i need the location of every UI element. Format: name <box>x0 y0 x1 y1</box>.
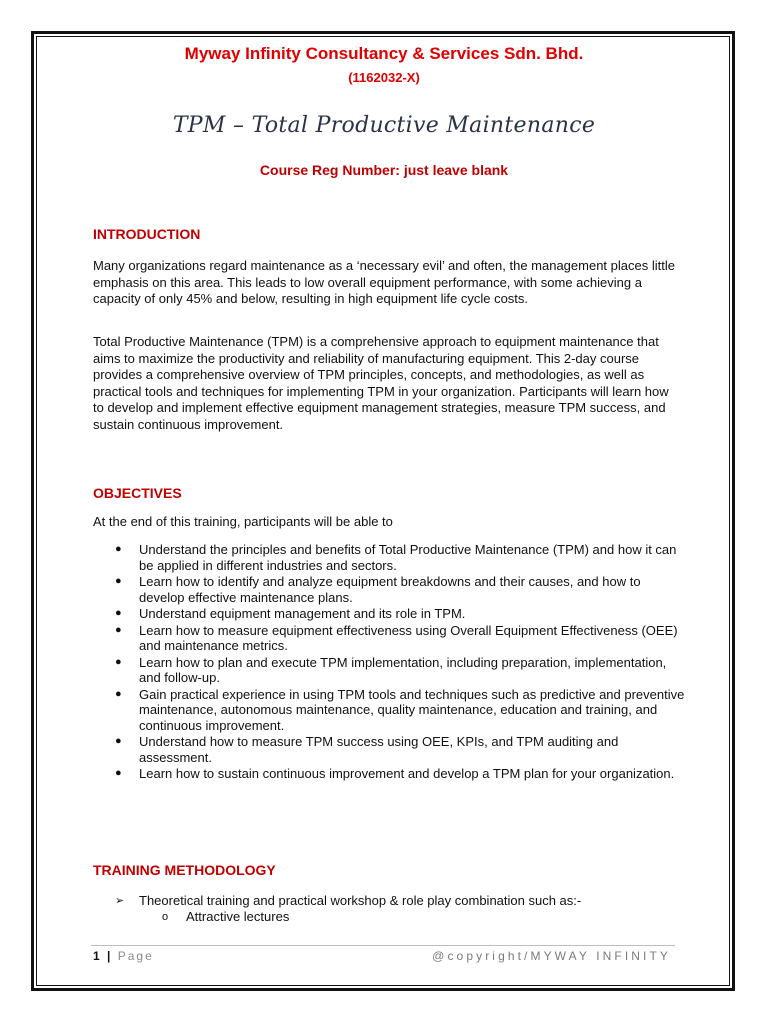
circle-bullet-icon: o <box>162 911 169 923</box>
methodology-sub-list <box>162 909 662 925</box>
list-item <box>115 623 685 654</box>
bullet-dot-icon: ● <box>115 607 122 619</box>
page-label: Page <box>117 949 154 963</box>
objectives-list <box>115 542 685 783</box>
introduction-heading: INTRODUCTION <box>93 226 201 242</box>
list-item <box>115 766 685 782</box>
list-item <box>115 574 685 605</box>
list-item <box>115 542 685 573</box>
page-border-inner <box>36 36 730 986</box>
introduction-paragraph-1: Many organizations regard maintenance as a ‘necessary evil’ and often, the management places little emphasis on this area. This leads to low overall equipment performance, with some achieving a capacity of only 45% and below, resulting in high equipment life cycle costs. <box>93 258 675 306</box>
bullet-dot-icon: ● <box>115 575 122 587</box>
list-item <box>162 909 662 925</box>
list-item <box>115 687 685 734</box>
bullet-dot-icon: ● <box>115 655 122 668</box>
list-item-text: Understand the principles and benefits of Total Productive Maintenance (TPM) and how it can be applied in different industries and sectors. <box>139 542 677 573</box>
bullet-dot-icon: ● <box>115 735 122 747</box>
list-item <box>115 606 685 622</box>
list-item-text: Theoretical training and practical workshop & role play combination such as:- <box>139 893 582 908</box>
list-item-text: Learn how to identify and analyze equipment breakdowns and their causes, and how to develop effective maintenance plans. <box>139 574 641 605</box>
list-item-text: Understand how to measure TPM success using OEE, KPIs, and TPM auditing and assessment. <box>139 734 619 765</box>
copyright-footer: @copyright/MYWAY INFINITY <box>432 949 671 963</box>
bullet-dot-icon: ● <box>115 543 122 555</box>
list-item <box>115 655 685 686</box>
list-item-text: Gain practical experience in using TPM tools and techniques such as predictive and preventive maintenance, autonomous maintenance, quality maintenance, education and training, and continuous improvement. <box>139 686 685 733</box>
training-methodology-heading: TRAINING METHODOLOGY <box>93 862 276 878</box>
document-title: TPM – Total Productive Maintenance <box>172 113 596 138</box>
list-item-text: Understand equipment management and its role in TPM. <box>139 606 466 621</box>
page-number: 1 <box>93 949 102 963</box>
list-item-text: Learn how to sustain continuous improvement and develop a TPM plan for your organization. <box>139 766 675 781</box>
bullet-dot-icon: ● <box>115 767 122 779</box>
bullet-dot-icon: ● <box>115 687 122 700</box>
bullet-dot-icon: ● <box>115 623 122 636</box>
footer-separator: | <box>107 949 113 963</box>
methodology-list <box>115 893 675 909</box>
company-name: Myway Infinity Consultancy & Services Sdn. Bhd. <box>184 44 584 63</box>
footer-divider <box>91 945 675 946</box>
page-number-footer <box>93 949 154 963</box>
introduction-paragraph-2: Total Productive Maintenance (TPM) is a comprehensive approach to equipment maintenance that aims to maximize the productivity and reliability of manufacturing equipment. This 2-day course provides a comprehensive overview of TPM principles, concepts, and methodologies, as well as practical tools and techniques for implementing TPM in your organization. Participants will learn how to develop and implement effective equipment management strategies, measure TPM success, and sustain continuous improvement. <box>93 334 669 432</box>
list-item-text: Learn how to measure equipment effectiveness using Overall Equipment Effectiveness (OEE) and maintenance metrics. <box>139 622 678 653</box>
list-item-text: Learn how to plan and execute TPM implementation, including preparation, implementation, and follow-up. <box>139 654 667 685</box>
arrow-bullet-icon: ➢ <box>115 895 125 907</box>
company-reg-number: (1162032-X) <box>348 70 420 85</box>
objectives-intro: At the end of this training, participants will be able to <box>93 514 393 529</box>
list-item <box>115 734 685 765</box>
list-item <box>115 893 675 909</box>
list-item-text: Attractive lectures <box>186 909 290 924</box>
course-reg-number: Course Reg Number: just leave blank <box>259 162 509 178</box>
objectives-heading: OBJECTIVES <box>93 485 182 501</box>
